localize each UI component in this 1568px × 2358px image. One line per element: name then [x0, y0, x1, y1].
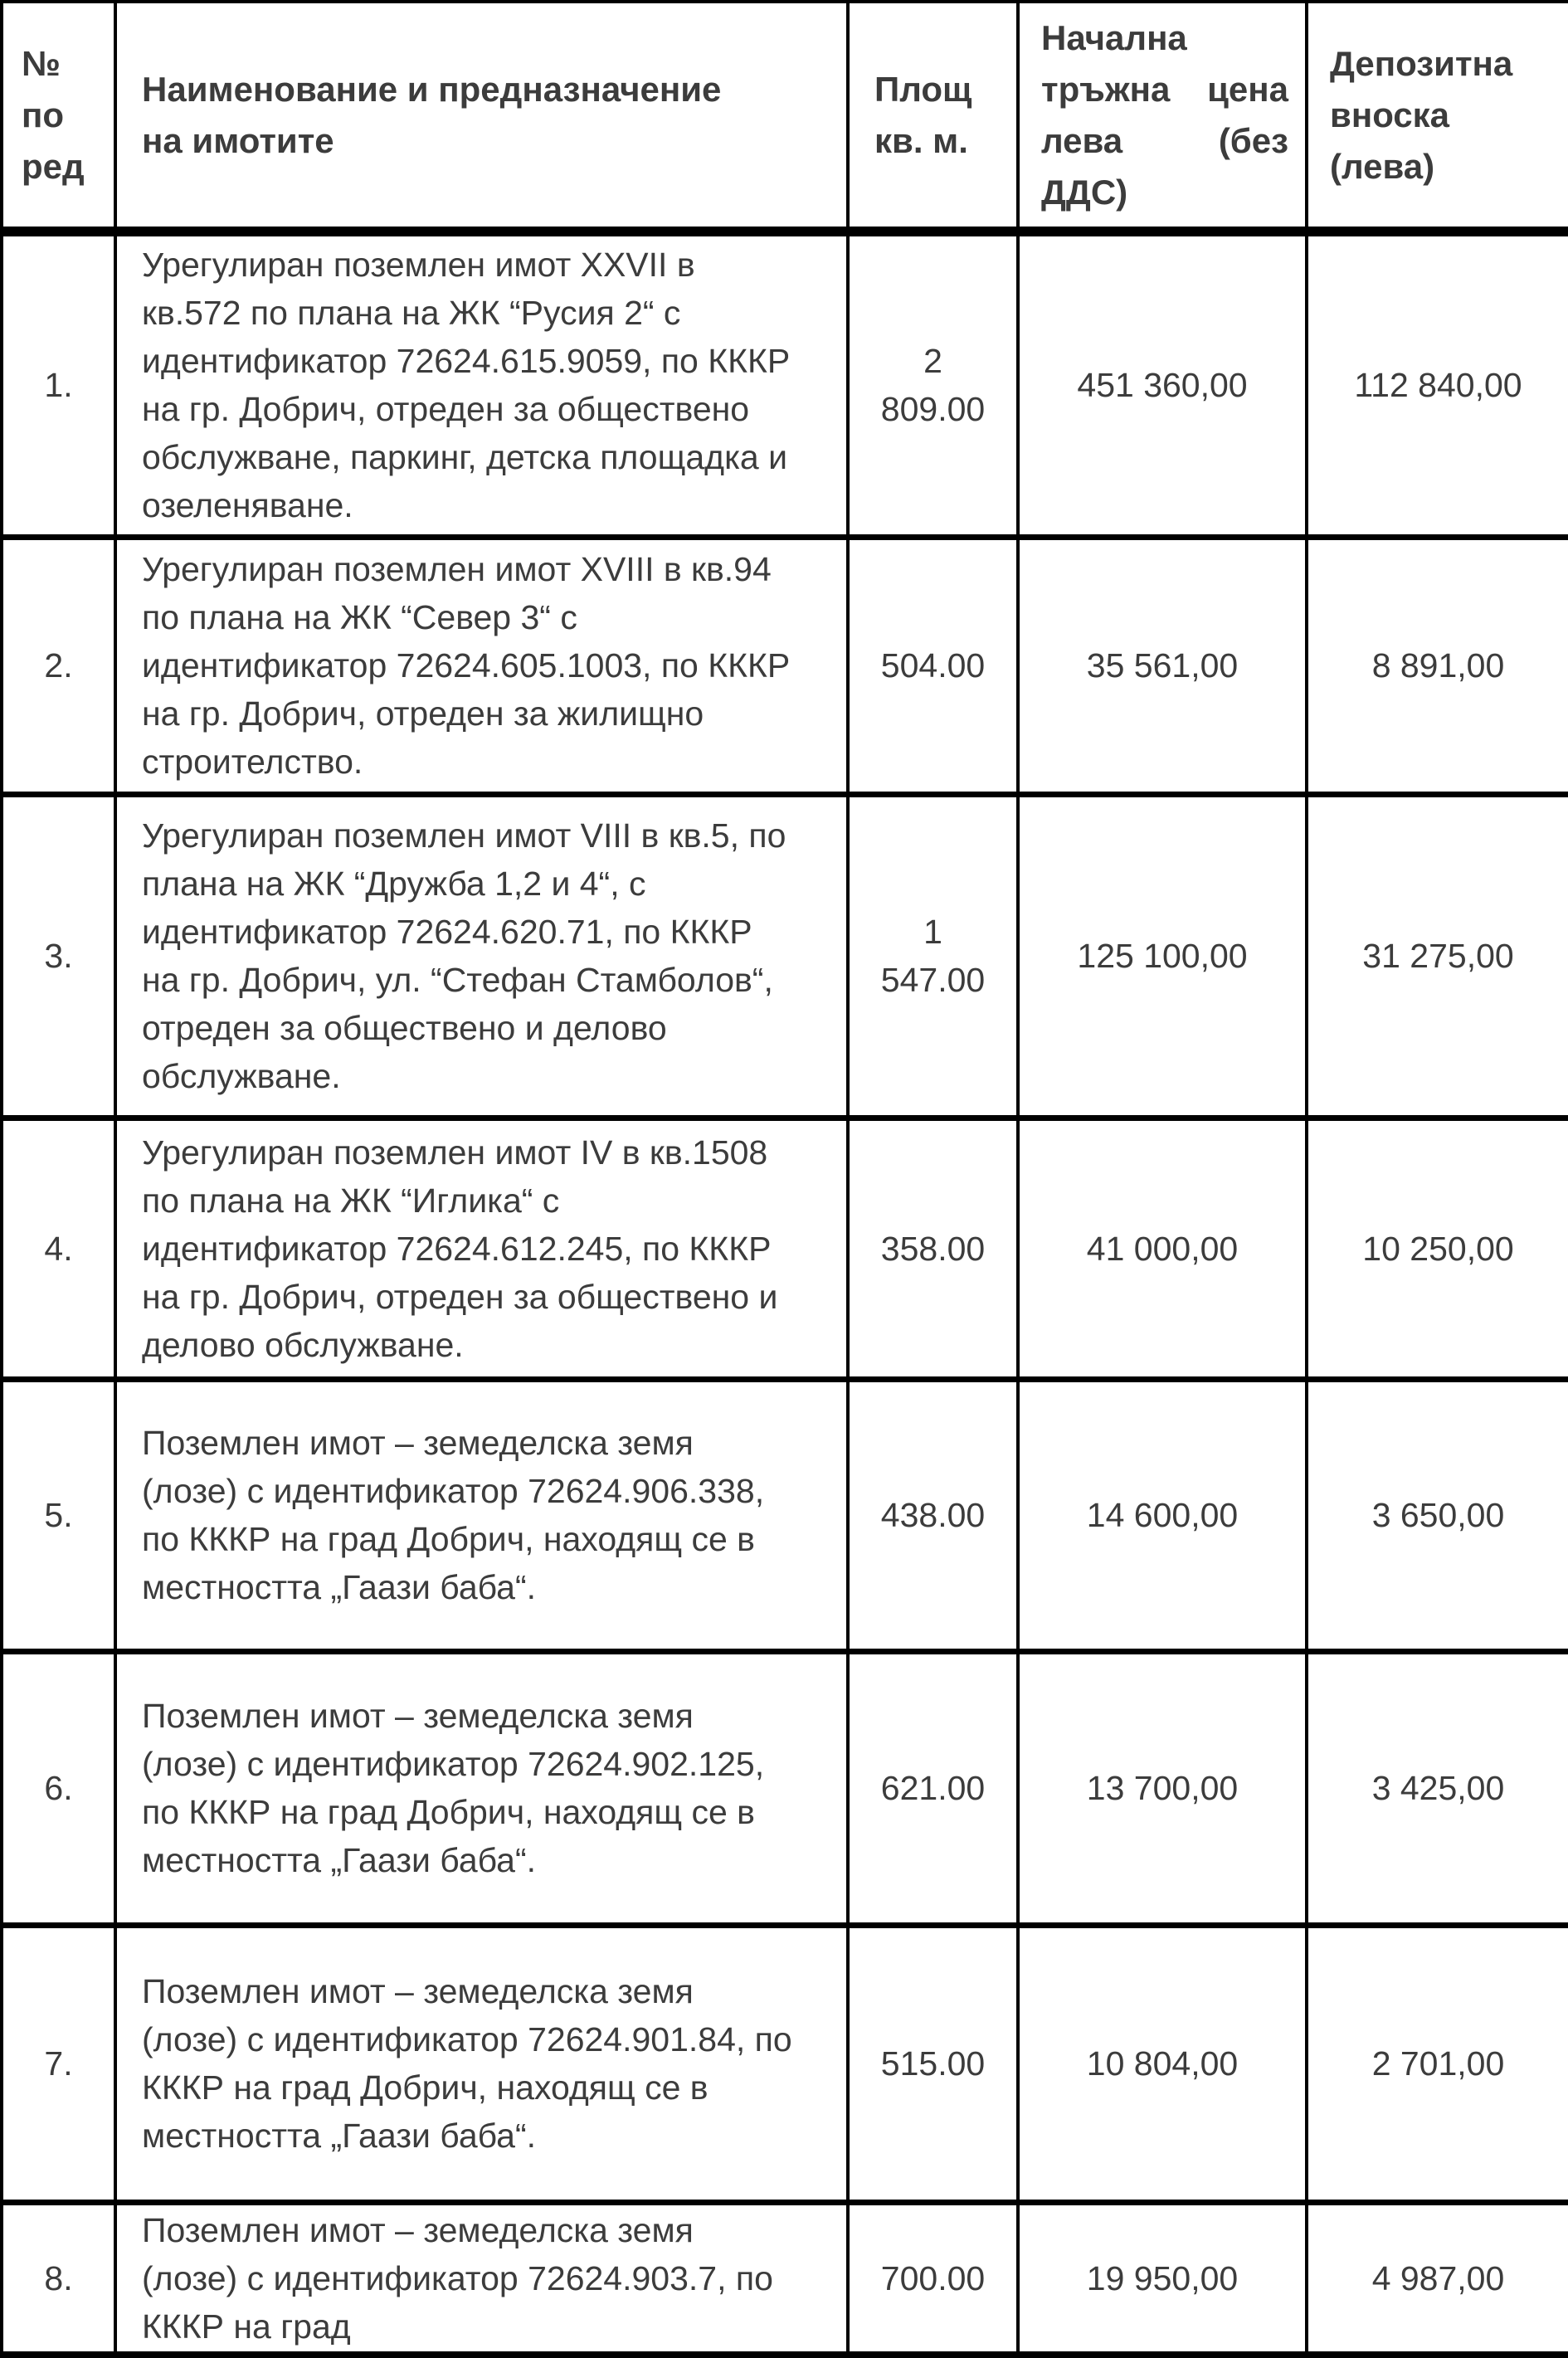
property-description-cell: Урегулиран поземлен имот XXVII в кв.572 по плана на ЖК “Русия 2“ с идентификатор 72624.615.9059, по КККР на гр. Добрич, отреден за обществено обслужване, паркинг, детска площадка и озеленяване. — [115, 231, 848, 537]
deposit-cell: 8 891,00 — [1307, 537, 1568, 794]
property-description-cell: Урегулиран поземлен имот IV в кв.1508 по плана на ЖК “Иглика“ с идентификатор 72624.612.245, по КККР на гр. Добрич, отреден за обществено и делово обслужване. — [115, 1118, 848, 1379]
table-row — [2, 1118, 1568, 1379]
header-deposit: Депозитна вноска (лева) — [1307, 2, 1568, 231]
starting-price-cell: 125 100,00 — [1018, 794, 1307, 1118]
row-number-cell: 4. — [2, 1118, 115, 1379]
property-description-cell: Поземлен имот – земеделска земя (лозе) с идентификатор 72624.906.338, по КККР на град Добрич, находящ се в местността „Гаази баба“. — [115, 1379, 848, 1651]
row-number-cell: 1. — [2, 231, 115, 537]
deposit-cell: 3 650,00 — [1307, 1379, 1568, 1651]
table-header — [2, 2, 1568, 231]
area-cell: 438.00 — [848, 1379, 1018, 1651]
deposit-cell: 2 701,00 — [1307, 1925, 1568, 2202]
header-row-number: № по ред — [2, 2, 115, 231]
table-body — [2, 231, 1568, 2355]
row-number-cell: 7. — [2, 1925, 115, 2202]
area-cell: 621.00 — [848, 1651, 1018, 1925]
header-row — [2, 2, 1568, 231]
property-description-cell: Поземлен имот – земеделска земя (лозе) с идентификатор 72624.902.125, по КККР на град Добрич, находящ се в местността „Гаази баба“. — [115, 1651, 848, 1925]
area-cell: 2 809.00 — [848, 231, 1018, 537]
table-row — [2, 1379, 1568, 1651]
deposit-cell: 10 250,00 — [1307, 1118, 1568, 1379]
area-cell: 504.00 — [848, 537, 1018, 794]
property-description-cell: Урегулиран поземлен имот XVIII в кв.94 по плана на ЖК “Север 3“ с идентификатор 72624.605.1003, по КККР на гр. Добрич, отреден за жилищно строителство. — [115, 537, 848, 794]
starting-price-cell: 35 561,00 — [1018, 537, 1307, 794]
deposit-cell: 4 987,00 — [1307, 2202, 1568, 2355]
property-description-cell: Поземлен имот – земеделска земя (лозе) с идентификатор 72624.903.7, по КККР на град — [115, 2202, 848, 2355]
starting-price-cell: 451 360,00 — [1018, 231, 1307, 537]
table-row — [2, 2202, 1568, 2355]
deposit-cell: 3 425,00 — [1307, 1651, 1568, 1925]
area-cell: 358.00 — [848, 1118, 1018, 1379]
deposit-cell: 112 840,00 — [1307, 231, 1568, 537]
table-row — [2, 1651, 1568, 1925]
area-cell: 515.00 — [848, 1925, 1018, 2202]
starting-price-cell: 19 950,00 — [1018, 2202, 1307, 2355]
starting-price-cell: 13 700,00 — [1018, 1651, 1307, 1925]
property-description-cell: Поземлен имот – земеделска земя (лозе) с идентификатор 72624.901.84, по КККР на град Добрич, находящ се в местността „Гаази баба“. — [115, 1925, 848, 2202]
property-description-cell: Урегулиран поземлен имот VIII в кв.5, по плана на ЖК “Дружба 1,2 и 4“, с идентификатор 72624.620.71, по КККР на гр. Добрич, ул. “Стефан Стамболов“, отреден за обществено и делово обслужване. — [115, 794, 848, 1118]
area-cell: 700.00 — [848, 2202, 1018, 2355]
table-row — [2, 537, 1568, 794]
row-number-cell: 3. — [2, 794, 115, 1118]
deposit-cell: 31 275,00 — [1307, 794, 1568, 1118]
starting-price-cell: 41 000,00 — [1018, 1118, 1307, 1379]
table-row — [2, 231, 1568, 537]
starting-price-cell: 10 804,00 — [1018, 1925, 1307, 2202]
row-number-cell: 6. — [2, 1651, 115, 1925]
header-area: Площ кв. м. — [848, 2, 1018, 231]
row-number-cell: 5. — [2, 1379, 115, 1651]
starting-price-cell: 14 600,00 — [1018, 1379, 1307, 1651]
table-row — [2, 1925, 1568, 2202]
row-number-cell: 8. — [2, 2202, 115, 2355]
area-cell: 1 547.00 — [848, 794, 1018, 1118]
header-starting-price: Начална тръжна цена лева (без ДДС) — [1018, 2, 1307, 231]
table-row — [2, 794, 1568, 1118]
row-number-cell: 2. — [2, 537, 115, 794]
header-property-name: Наименование и предназначение на имотите — [115, 2, 848, 231]
